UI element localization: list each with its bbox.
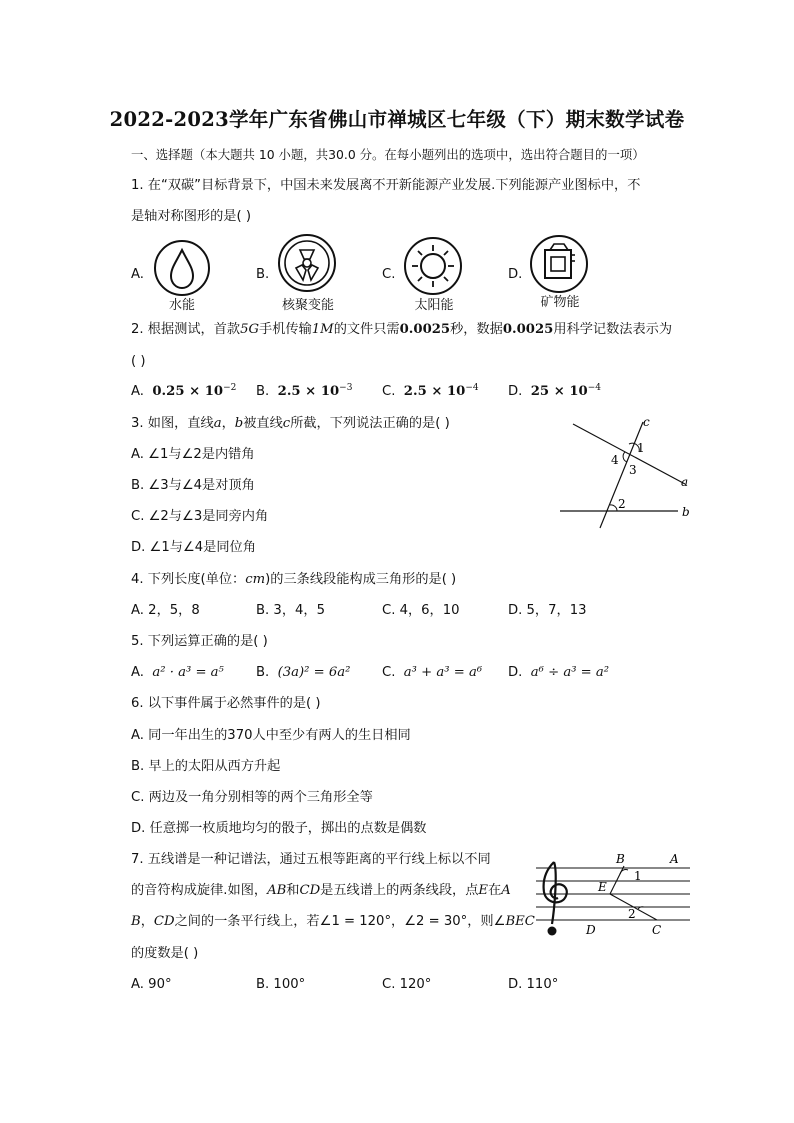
q7-label-b: B [616, 852, 625, 866]
q1-option-b-letter: B. [256, 267, 270, 282]
q1-stem-line2: 是轴对称图形的是( ) [131, 209, 251, 224]
q5-option-b: B. (3a)² = 6a² [256, 665, 351, 680]
q7-option-a: A. 90° [131, 977, 172, 992]
q2-stem-line2: ( ) [131, 354, 146, 369]
q5-option-c: C. a³ + a³ = a⁶ [382, 665, 483, 680]
q5-stem: 5. 下列运算正确的是( ) [131, 634, 268, 649]
q7-stem-line2: 的音符构成旋律.如图，AB和CD是五线谱上的两条线段，点E在A [131, 883, 511, 898]
q2-option-d: D. $25 \times 10^{-4}$ [508, 383, 601, 399]
q3-label-1: 1 [637, 441, 645, 455]
q3-figure [555, 412, 700, 537]
q3-option-a: A. ∠1与∠2是内错角 [131, 447, 255, 462]
q3-option-b: B. ∠3与∠4是对顶角 [131, 478, 255, 493]
q4-option-d: D. 5，7，13 [508, 603, 587, 618]
page-title: 2022-2023学年广东省佛山市禅城区七年级（下）期末数学试卷 [109, 108, 685, 131]
q3-label-4: 4 [611, 453, 619, 467]
q6-option-a: A. 同一年出生的370人中至少有两人的生日相同 [131, 728, 411, 743]
q3-stem: 3. 如图，直线a，b被直线c所截，下列说法正确的是( ) [131, 416, 450, 431]
mineral-icon [528, 233, 590, 295]
q2-stem-line1: 2. 根据测试，首款5G手机传输1M的文件只需0.0025秒，数据0.0025用科学记数法表示为 [131, 322, 673, 337]
q7-option-b: B. 100° [256, 977, 306, 992]
q5-option-d: D. a⁶ ÷ a³ = a² [508, 665, 610, 680]
nuclear-fusion-icon [276, 232, 338, 294]
q7-stem-line3: B，CD之间的一条平行线上，若∠1 = 120°，∠2 = 30°，则∠BEC [131, 914, 535, 929]
q2-option-b: B. $2.5 \times 10^{-3}$ [256, 383, 353, 399]
water-drop-icon [151, 238, 213, 300]
q7-label-2: 2 [628, 907, 636, 921]
q6-option-b: B. 早上的太阳从西方升起 [131, 759, 281, 774]
q6-option-d: D. 任意掷一枚质地均匀的骰子，掷出的点数是偶数 [131, 821, 427, 836]
q7-option-c: C. 120° [382, 977, 432, 992]
q7-label-c: C [652, 923, 662, 937]
q6-option-c: C. 两边及一角分别相等的两个三角形全等 [131, 790, 373, 805]
q3-label-3: 3 [629, 463, 637, 477]
q3-option-c: C. ∠2与∠3是同旁内角 [131, 509, 269, 524]
q1-stem-line1: 1. 在“双碳”目标背景下，中国未来发展离不开新能源产业发展.下列能源产业图标中，不 [131, 178, 641, 193]
q4-option-b: B. 3，4，5 [256, 603, 325, 618]
q1-option-a-letter: A. [131, 267, 144, 282]
q2-option-a: A. $0.25 \times 10^{-2}$ [131, 383, 237, 399]
q1-option-d-letter: D. [508, 267, 523, 282]
q6-stem: 6. 以下事件属于必然事件的是( ) [131, 696, 321, 711]
q7-label-a: A [670, 852, 679, 866]
q3-label-b: b [682, 505, 690, 519]
q3-label-2: 2 [618, 497, 626, 511]
sun-icon [402, 235, 464, 297]
q3-label-a: a [681, 475, 689, 489]
q1-caption-d: 矿物能 [540, 295, 580, 310]
q1-option-c-letter: C. [382, 267, 396, 282]
q1-caption-b: 核聚变能 [281, 298, 334, 313]
section-heading: 一、选择题（本大题共 10 小题，共30.0 分。在每小题列出的选项中，选出符合题目的一项） [131, 147, 645, 162]
q3-label-c: c [643, 415, 650, 429]
q2-option-c: C. $2.5 \times 10^{-4}$ [382, 383, 479, 399]
q7-staff-figure [532, 848, 694, 943]
q7-label-d: D [586, 923, 596, 937]
q7-option-d: D. 110° [508, 977, 559, 992]
q4-option-a: A. 2，5，8 [131, 603, 200, 618]
q5-option-a: A. a² · a³ = a⁵ [131, 665, 224, 680]
q3-option-d: D. ∠1与∠4是同位角 [131, 540, 256, 555]
q1-caption-a: 水能 [168, 298, 195, 313]
q7-label-e: E [598, 880, 607, 894]
q7-stem-line1: 7. 五线谱是一种记谱法，通过五根等距离的平行线上标以不同 [131, 852, 491, 867]
q1-caption-c: 太阳能 [414, 298, 454, 313]
q4-stem: 4. 下列长度(单位：cm)的三条线段能构成三角形的是( ) [131, 572, 457, 587]
q7-label-1: 1 [634, 869, 642, 883]
q7-stem-line4: 的度数是( ) [131, 946, 199, 961]
q4-option-c: C. 4，6，10 [382, 603, 460, 618]
